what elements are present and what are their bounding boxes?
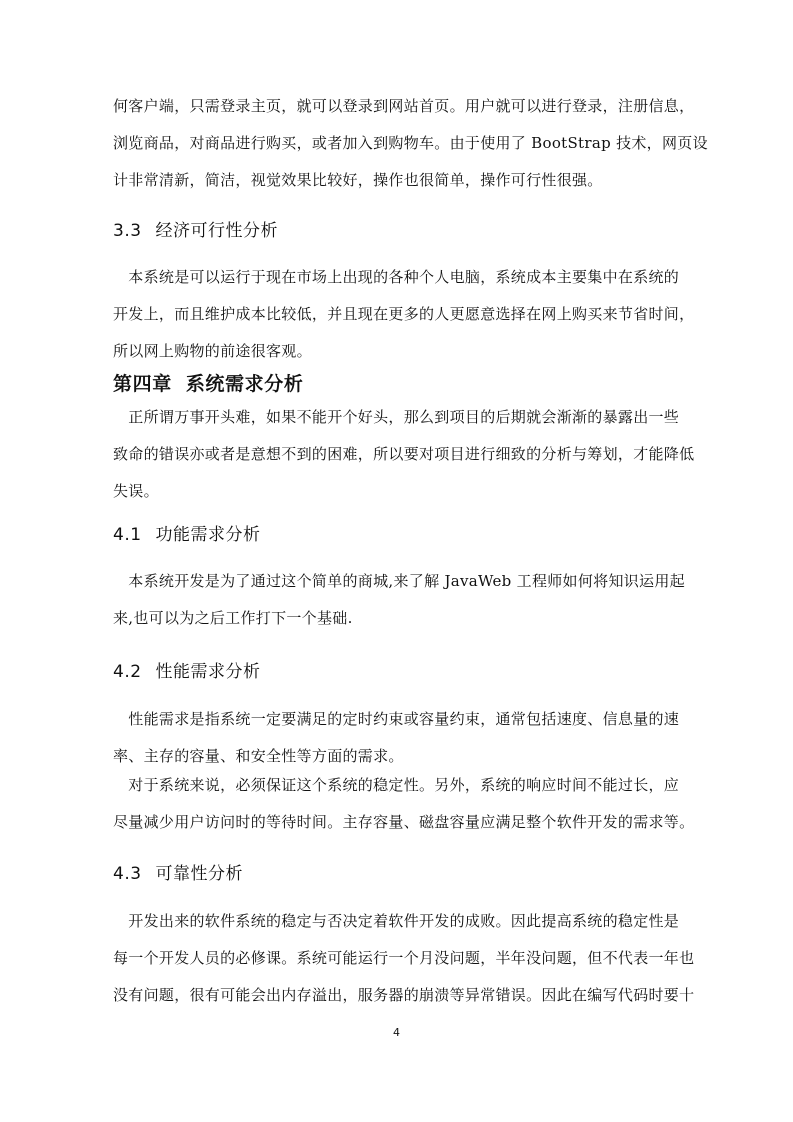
text-line: 率、主存的容量、和安全性等方面的需求。	[113, 747, 404, 765]
section-title: 功能需求分析	[155, 525, 261, 545]
section-title: 性能需求分析	[155, 662, 261, 682]
text-line: 每一个开发人员的必修课。系统可能运行一个月没问题，半年没问题，但不代表一年也	[113, 949, 695, 967]
text-line: 失误。	[113, 482, 159, 500]
paragraph-4-2a	[113, 701, 717, 775]
section-number: 4.2	[113, 662, 142, 682]
chapter-title: 系统需求分析	[185, 373, 304, 395]
text-line: 浏览商品，对商品进行购买，或者加入到购物车。由于使用了 BootStrap 技术，网页设	[113, 134, 708, 152]
paragraph-4	[113, 399, 717, 510]
text-line: 何客户端，只需登录主页，就可以登录到网站首页。用户就可以进行登录，注册信息，	[113, 97, 695, 115]
section-number: 4.1	[113, 525, 142, 545]
text-line: 计非常清新，简洁，视觉效果比较好，操作也很简单，操作可行性很强。	[113, 171, 603, 189]
text-line: 本系统是可以运行于现在市场上出现的各种个人电脑，系统成本主要集中在系统的	[113, 268, 680, 286]
section-heading-4-3	[113, 859, 243, 884]
page-number: 4	[393, 1026, 400, 1039]
text-line: 没有问题，很有可能会出内存溢出，服务器的崩溃等异常错误。因此在编写代码时要十	[113, 986, 695, 1004]
section-title: 可靠性分析	[155, 864, 244, 884]
text-line: 本系统开发是为了通过这个简单的商城,来了解 JavaWeb 工程师如何将知识运用起	[113, 572, 685, 590]
paragraph-4-2b	[113, 767, 717, 841]
text-line: 正所谓万事开头难，如果不能开个好头，那么到项目的后期就会渐渐的暴露出一些	[113, 408, 680, 426]
paragraph-4-3	[113, 903, 717, 1014]
paragraph-3-3	[113, 259, 717, 370]
section-heading-4-1	[113, 520, 261, 545]
text-line: 开发上，而且维护成本比较低，并且现在更多的人更愿意选择在网上购买来节省时间，	[113, 305, 695, 323]
text-line: 性能需求是指系统一定要满足的定时约束或容量约束，通常包括速度、信息量的速	[113, 710, 680, 728]
section-heading-4-2	[113, 657, 261, 682]
chapter-heading-4	[113, 369, 303, 396]
text-line: 来,也可以为之后工作打下一个基础.	[113, 609, 353, 627]
section-heading-3-3	[113, 216, 278, 241]
paragraph-4-1	[113, 563, 717, 637]
section-number: 4.3	[113, 864, 142, 884]
intro-paragraph	[113, 88, 717, 199]
section-title: 经济可行性分析	[155, 221, 279, 241]
text-line: 所以网上购物的前途很客观。	[113, 342, 312, 360]
text-line: 开发出来的软件系统的稳定与否决定着软件开发的成败。因此提高系统的稳定性是	[113, 912, 680, 930]
chapter-number: 第四章	[113, 373, 172, 395]
text-line: 对于系统来说，必须保证这个系统的稳定性。另外，系统的响应时间不能过长，应	[113, 776, 680, 794]
text-line: 致命的错误亦或者是意想不到的困难，所以要对项目进行细致的分析与筹划，才能降低	[113, 445, 695, 463]
text-line: 尽量减少用户访问时的等待时间。主存容量、磁盘容量应满足整个软件开发的需求等。	[113, 813, 695, 831]
section-number: 3.3	[113, 221, 142, 241]
